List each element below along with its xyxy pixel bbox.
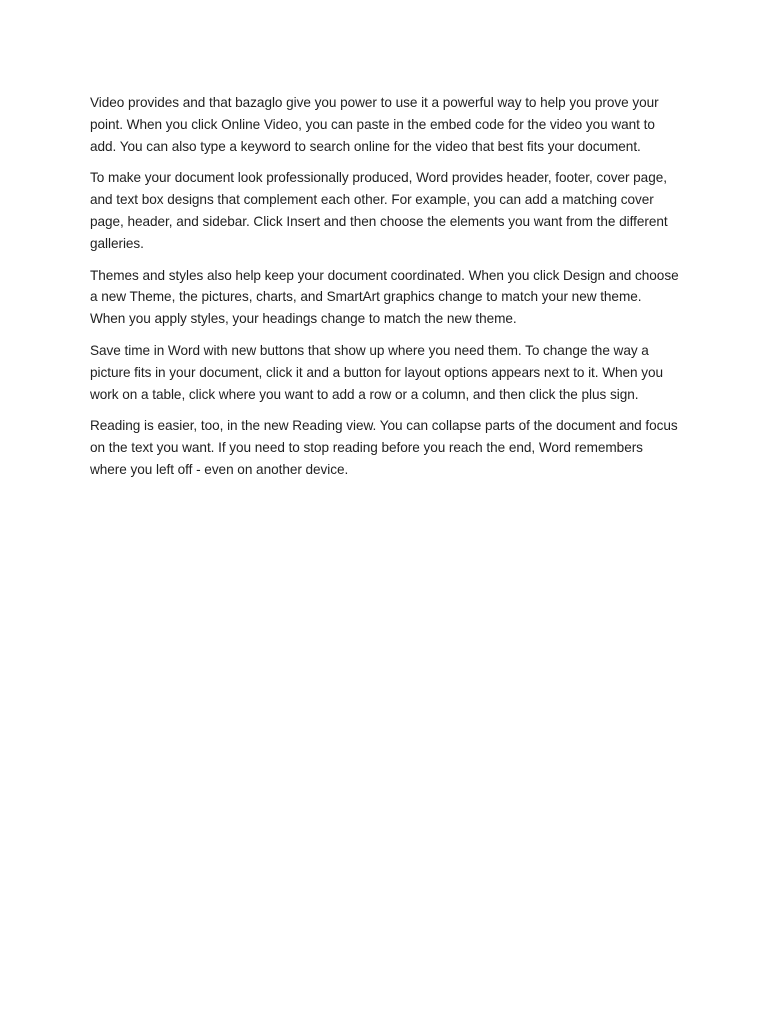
document-body[interactable] <box>90 92 680 491</box>
paragraph-5[interactable]: Reading is easier, too, in the new Reading view. You can collapse parts of the document and focus on the text you want. If you need to stop reading before you reach the end, Word remembers where you left off - even on another device. <box>90 418 678 477</box>
paragraph-3[interactable]: Themes and styles also help keep your document coordinated. When you click Design and choose a new Theme, the pictures, charts, and SmartArt graphics change to match your new theme. When you apply styles, your headings change to match the new theme. <box>90 267 679 327</box>
paragraph-1[interactable]: Video provides and that bazaglo give you power to use it a powerful way to help you prove your point. When you click Online Video, you can paste in the embed code for the video you want to add. You can also type a keyword to search online for the video that best fits your document. <box>90 95 659 154</box>
paragraph-4[interactable]: Save time in Word with new buttons that show up where you need them. To change the way a picture fits in your document, click it and a button for layout options appears next to it. When you work on a table, click where you want to add a row or a column, and then click the plus sign. <box>90 342 664 402</box>
paragraph-2[interactable]: To make your document look professionally produced, Word provides header, footer, cover page, and text box designs that complement each other. For example, you can add a matching cover page, header, and sidebar. Click Insert and then choose the elements you want from the different galleries. <box>90 170 668 251</box>
